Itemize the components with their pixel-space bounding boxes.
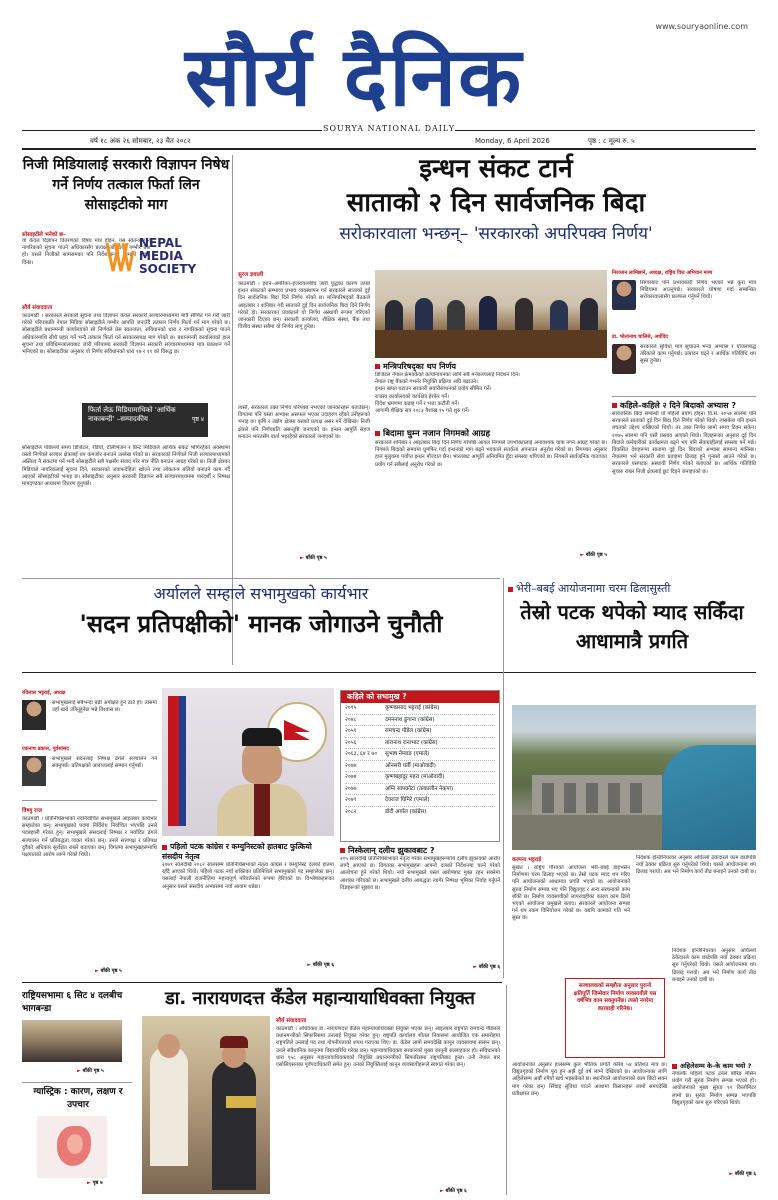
explainer-box <box>612 400 756 568</box>
lead-story-subhead: सरोकारवाला भन्छन्– 'सरकारको अपरिपक्व निर्णय' <box>339 224 653 244</box>
national-assembly-brief <box>22 990 134 1080</box>
speaker-story <box>22 582 500 667</box>
speaker-history-row: २०७९ देवराज घिमिरे (एमाले) <box>345 795 495 807</box>
decision-item: नेपाल राष्ट्र बैंकको गभर्नर नियुक्ति प्रक्रिया अघि बढाउने। <box>375 379 478 386</box>
speaker-history-row: २०५१ रामचन्द्र पौडेल (कांग्रेस) <box>345 726 495 738</box>
section-divider-lower <box>22 982 502 983</box>
speaker-quote-1 <box>22 690 157 745</box>
ag-swearing-photo <box>142 1016 270 1194</box>
speaker-quote-2-text: सभामुखले सदनलाई निष्पक्ष ढंगले सञ्चालन गर्न सक्नुपर्छ। प्रतिपक्षको आवाजलाई सम्मान गर्नुपर्छ। <box>52 756 157 770</box>
ag-story-byline: सौर्य संवाददाता <box>276 1018 307 1024</box>
speaker-quote-1-avatar <box>22 700 46 730</box>
issue-info: वर्ष १८ अंक २६ सोमबार, २३ चैत २०८२ <box>90 137 191 145</box>
issue-date: Monday, 6 April 2026 <box>475 137 550 145</box>
decision-item: आगामी शैक्षिक सत्र २०८३ वैशाख १५ गते शुरु गर्ने। <box>375 408 470 415</box>
bheri-pullquote-text: सञ्चालकको सम्झौता अनुसार पुरानो क्षतिपूर्ति जिम्मेवार निर्माण व्यवसायीले यस वर्षभित्र काम सक्नुपर्नेछ। त्यसो नगरेमा कारबाही गरिनेछ। <box>573 983 657 1012</box>
masthead-top-rule-right <box>455 130 755 131</box>
speaker-history-row: २०७४ कृष्णबहादुर महरा (माओवादी) <box>345 772 495 784</box>
explainer-title[interactable]: कहिले–कहिले २ दिने बिदाको अभ्यास ? <box>612 400 756 411</box>
partisan-section <box>340 846 500 977</box>
speaker-history-row: २०८२ डोटी अर्याल (कांग्रेस) <box>345 808 427 815</box>
cabinet-decisions-title: मन्त्रिपरिषद्का थप निर्णय <box>375 362 607 372</box>
lead-story-body: काठमाडौं । इरान–अमेरिका–इजरायलबीच जारी युद्धका कारण उत्पन्न इन्धन संकटको सम्भाव्य प्रभाव व्यवस्थापन गर्न सरकारले साताको दुई दिन सार्वजनिक बिदा दिने निर्णय गरेको छ। मन्त्रिपरिषद्को बैठकले आइतबार र शनिबार गरी साताको दुई दिन सार्वजनिक बिदा दिने निर्णय गरेको हो। सरकारका प्रवक्ताले यो निर्णय अस्थायी रूपमा गरिएको जानकारी दिएका छन्। सरकारी कार्यालय, शैक्षिक संस्था, बैंक तथा वित्तीय संस्था सबैमा यो निर्णय लागू हुनेछ। <box>238 281 370 331</box>
speaker-quote-1-byline: रविलाल भट्टराई, अध्यक्ष <box>22 690 66 696</box>
health-brief <box>22 1086 134 1191</box>
expert-quote-1 <box>612 270 756 332</box>
expert-2-avatar <box>612 344 636 374</box>
speaker-story-continued[interactable]: ► बाँकी पृष्ठ ५ <box>95 968 122 974</box>
editorial-box-label: फिर्ता लेऊ मिडियामाथिको 'आर्थिक नाकाबन्दी' –सम्पादकीय <box>88 406 176 423</box>
partisan-title[interactable]: निस्केलान् दलीय झुकावबाट ? <box>340 846 500 856</box>
left-story-body: काठमाडौं । सरकारले सरकारी सूचना तथा विज्ञापन केवल सरकारी सञ्चारमाध्यममा मात्रै सीमित गर्ने गरी जारी गरेको परिपत्रप्रति नेपाल मिडिया सोसाइटीले गम्भीर आपत्ति जनाउँदै तत्काल निर्णय फिर्ता गर्न माग गरेको छ। सोसाइटीले प्रधानमन्त्री कार्यालयको सो निर्णयले प्रेस स्वतन्त्रता, सविधानको धारा र नागरिकको सूचना पाउने अधिकारमाथि सीधै प्रहार गर्ने भन्दै तत्काल फिर्ता गर्न सरकारसमक्ष माग गरेको छ। प्रधानमन्त्री कार्यालयको हाल सूचना तथा प्रविधिमन्त्रालयबाट जारी परिपत्रमा सरकारी विज्ञापन सरकारी सञ्चारमाध्यममा मात्र प्रकाशन गर्ने भनिएको छ। सोसाइटीका अनुसार यो निर्णय संविधानको धारा १७ र १९ को विरुद्ध छ। <box>22 313 230 356</box>
decision-item: विदेश भ्रमणमा कडाइ गर्ने र भत्ता कटौती गर्ने। <box>375 400 460 407</box>
first-time-title[interactable]: पहिलो पटक कांग्रेस र कम्युनिस्टको हातबाट फुत्कियो संसदीय नेतृत्व <box>162 842 312 861</box>
expert-2-byline: डा. भोलानाथ चालिसे, अर्थविद <box>612 334 669 340</box>
speaker-history-row: २०५६ तारानाथ रानाभाट (कांग्रेस) <box>345 738 495 750</box>
ag-story-body: काठमाडौं । अधिवक्ता डा. नारायणदत्त कँडेल महान्यायाधिवक्ता नियुक्त भएका छन्। आइतबार राष्ट्रपति रामचन्द्र पौडेलले प्रधानमन्त्रीको सिफारिसमा उनलाई नियुक्त गरेका हुन्। राष्ट्रपति कार्यालय शीतल निवासमा आयोजित एक समारोहमा राष्ट्रपतिले उनलाई पद तथा गोपनीयताको शपथ गराएका थिए। डा. कँडेल लामो समयदेखि कानून व्यवसायमा संलग्न छन्। उनले संवैधानिक कानूनमा विद्यावारिधि गरेका छन्। महान्यायाधिवक्ता सरकारको मुख्य कानूनी सल्लाहकार हो। संविधानको धारा १५८ अनुसार महान्यायाधिवक्ताको नियुक्ति प्रधानमन्त्रीको सिफारिसमा राष्ट्रपतिबाट हुन्छ। उनी नेपाल बार एसोसिएसनका पूर्वपदाधिकारी समेत हुन्। उनको नियुक्तिलाई कानून व्यवसायीहरूले स्वागत गरेका छन्। <box>276 1026 500 1069</box>
first-time-section <box>162 842 334 977</box>
expert-1-avatar <box>612 280 636 310</box>
bheri-story-body: सुर्खेत । राष्ट्रिय गौरवको आयोजना भेरी–बबई डाइभर्सन निर्माणमा चरम ढिलाइ भएको छ। तेस्रो पटक म्याद थप गरिए पनि आयोजनाको आधामात्र प्रगति भएको छ। आयोजनाको सुरुङ निर्माण सम्पन्न भए पनि विद्युतगृह र अन्य संरचनाको काम बाँकी छ। निर्माण व्यवसायीको लापरवाहीका कारण काम ढिलो भएको आयोजना प्रमुखले बताए। सरकारले आयोजना सम्पन्न गर्न थप रकम विनियोजन गरेको छ। यद्यपि कामको गति भने सुस्त छ। <box>512 865 630 922</box>
partisan-continued[interactable]: ► बाँकी पृष्ठ ६ <box>340 964 500 970</box>
bheri-sub-body: नेपालकै पहिलो पटक टनेल बोरिङ मेसिन प्रयोग गरी सुरुङ निर्माण सम्पन्न भएको हो। आयोजनाको मुख्य सुरुङ १२ किलोमिटर लामो छ। सुरुङ निर्माण सम्पन्न भएपछि विद्युतगृहको काम सुरु गरिएको थियो। <box>672 1071 756 1106</box>
speaker-story-byline: विष्णु राज <box>22 808 42 814</box>
lead-story-byline: सुरज ज्ञवाली <box>238 272 264 278</box>
health-headline[interactable]: ग्यास्ट्रिक : कारण, लक्षण र उपचार <box>33 1087 123 1110</box>
bheri-right-column: निर्देशक इन्जिनियरका अनुसार अघिल्लो ठेकेदारले काम छाडेपछि नयाँ ठेक्का प्रक्रिया सुरु गर्नुपरेको थियो। यसले आयोजनामा थप ढिलाइ गरायो। अब भने निर्माण कार्य तीव्र बनाइने उनको दाबी छ। <box>672 948 756 983</box>
speaker-quote-2 <box>22 746 157 801</box>
masthead-top-rule <box>22 130 322 131</box>
first-time-continued[interactable]: ► बाँकी पृष्ठ ६ <box>162 962 334 968</box>
speaker-photo <box>162 688 334 836</box>
speaker-quote-divider <box>22 800 157 801</box>
speaker-story-headline[interactable]: 'सदन प्रतिपक्षीको' मानक जोगाउने चुनौती <box>79 610 443 638</box>
holiday-travel-body: सरकारले शनिबार र आइतबार बिदा दिने निर्णय गरेपछि आयल निगमले उपभोक्तालाई अनावश्यक यात्रा नगर्न आग्रह गरेको छ। निगमले बिदाको समयमा घुमफिर गर्दा इन्धनको माग बढ्ने भएकाले सतर्कता अपनाउन अनुरोध गरेको छ। निगमका अनुसार हाल मुलुकमा पर्याप्त इन्धन मौज्दात छैन। भारतबाट आपूर्ति अनियमित हुँदा समस्या थपिएको छ। निगमले सार्वजनिक यातायात प्रयोग गर्न सबैलाई अनुरोध गरेको छ। <box>375 440 607 468</box>
ag-story-continued[interactable]: ► बाँकी पृष्ठ ६ <box>440 1188 467 1194</box>
speaker-story-top-rule <box>22 578 500 579</box>
speaker-quote-2-byline: एकनाथ ढकाल, पूर्वसांसद <box>22 746 69 752</box>
bheri-story-body-3: निर्देशक इन्जिनियरका अनुसार अघिल्लो ठेकेदारले काम छाडेपछि नयाँ ठेक्का प्रक्रिया सुरु गर्नुपरेको थियो। यसले आयोजनामा थप ढिलाइ गरायो। अब भने निर्माण कार्य तीव्र बनाइने उनको दाबी छ। <box>636 855 756 876</box>
issue-pages-price: पृष्ठ : ८ मूल्य रु. ५ <box>588 137 635 145</box>
masthead <box>0 0 778 150</box>
speaker-quote-2-avatar <box>22 756 46 786</box>
bheri-sub-section <box>672 1062 756 1192</box>
speaker-history-row: २०७७ अग्नि सापकोटा (तत्कालीन नेकपा) <box>345 784 495 796</box>
decision-item: राजस्व कार्यालयको कार्यक्षेत्र हेरफेर गर्ने। <box>375 393 450 400</box>
speaker-story-kicker: अर्यालले सम्हाले सभामुखको कार्यभार <box>153 584 369 603</box>
bheri-sub-title[interactable]: अहिलेसम्म के–के काम भयो ? <box>672 1062 756 1071</box>
speaker-history-row: २०१५ कृष्णप्रसाद भट्टराई (कांग्रेस) <box>345 703 495 715</box>
left-story-kicker-label: सोसाइटीले भनेको छ– <box>22 232 66 238</box>
holiday-travel-title[interactable]: बिदामा घुम्न नजान निगमको आग्रह <box>375 428 607 440</box>
bheri-pullquote <box>565 978 665 1058</box>
left-story-kicker-text: यो केवल विज्ञापन वितरणको विषय मात्र होइन, यस स्वतन्त्रता र नागरिकको सूचना पाउने अधिकारसँग प्रत्यक्ष जोडिएको गम्भीर प्रश्न हो। यसले निजीको सामसमका पनि निर्देशहरूको सामको केवल दिन्छ। <box>22 238 150 266</box>
holiday-travel-continued[interactable]: ► बाँकी पृष्ठ ५ <box>375 552 607 558</box>
bheri-story-kicker: भेरी–बबई आयोजनामा चरम ढिलासुस्ती <box>508 580 756 598</box>
speaker-story-body: काठमाडौं । प्रतिनिधिसभाको नवनिर्वाचित सभामुखले आइतबार कार्यभार सम्हालेका छन्। सभामुखको पदमा निर्विरोध निर्वाचित भएपछि उनले पदबहाली गरेका हुन्। सभामुखले संसदलाई निष्पक्ष र मर्यादित ढंगले सञ्चालन गर्ने प्रतिबद्धता व्यक्त गरेका छन्। उनले सत्तापक्ष र प्रतिपक्ष दुवैको अधिकार सुरक्षित राख्ने बताएका छन्। विगतमा सभामुखहरूमाथि पक्षपातको आरोप लाग्ने गरेको थियो। <box>22 816 157 859</box>
bheri-story-body-2: आयोजनाका अनुसार हालसम्म कुल भौतिक प्रगति करिब ५४ प्रतिशत मात्र छ। विद्युतगृहको निर्माण पूरा हुन अझै दुई वर्ष लाग्ने देखिएको छ। आयोजनाका लागि अहिलेसम्म अर्बौं रुपैयाँ खर्च भइसकेको छ। स्थानीयले आयोजनाको काम छिटो सक्न माग गरेका छन्। सिँचाइ सुविधा पाउने आशामा किसानहरू लामो समयदेखि प्रतीक्षारत छन्। <box>512 1062 667 1097</box>
national-assembly-photo <box>22 1020 122 1062</box>
expert-quote-2 <box>612 334 756 396</box>
lead-story-headline-line-1[interactable]: इन्धन संकट टार्न <box>419 154 573 184</box>
left-story-headline[interactable]: निजी मिडियालाई सरकारी विज्ञापन निषेध गर्ने निर्णय तत्काल फिर्ता लिन सोसाइटीको माग <box>22 157 230 213</box>
cabinet-decisions-list <box>375 372 607 422</box>
nepal-media-society-logo <box>105 237 230 287</box>
speaker-history-row: २०४८ दमननाथ ढुंगाना (कांग्रेस) <box>345 715 495 727</box>
national-assembly-headline[interactable]: राष्ट्रियसभामा ६ सिट ४ दलबीच भागबन्डा <box>22 991 123 1014</box>
briefs-divider <box>22 1082 132 1083</box>
expert-1-quote: सिगारबाट पनि प्रभावकारी निर्णय भएको भन्ने कुरा मात्र मिडियामा आउनुपर्छ। सरकारले घोषणा गर्दा सम्बन्धित सरोकारवालासँग छलफल गर्नुपर्ने थियो। <box>640 280 756 301</box>
lead-story-headline-line-2[interactable]: साताको २ दिन सार्वजनिक बिदा <box>346 188 646 218</box>
editorial-box-page: पृष्ठ ४ <box>192 416 204 423</box>
cabinet-meeting-photo <box>375 270 607 358</box>
holiday-travel-section <box>375 428 607 568</box>
nms-logo-icon <box>105 239 135 275</box>
bheri-story <box>508 580 756 690</box>
lead-story-continued[interactable]: ► बाँकी पृष्ठ ५ <box>300 555 327 561</box>
nms-logo-text: NEPAL MEDIA SOCIETY <box>139 236 197 276</box>
health-continued[interactable]: ► पृष्ठ ७ <box>87 1180 103 1186</box>
speaker-history-box <box>340 690 500 842</box>
first-time-body: २०७९ सालदेखि २०८२ सालसम्म प्रतिनिधिसभाको नेतृत्व कांग्रेस र कम्युनिस्ट दलको हातमा रहँदै आएको थियो। पहिलो पटक नयाँ शक्तिका प्रतिनिधिले सभामुखको पद सम्हालेका छन्। यसलाई नेपाली राजनीतिमा महत्त्वपूर्ण परिवर्तनको रूपमा हेरिएको छ। विश्लेषकहरूका अनुसार यसले संसदीय अभ्यासमा नयाँ आयाम थप्नेछ। <box>162 862 334 890</box>
explainer-body: सार्वजनिक बिदा सम्बन्धी यो पहिलो प्रयोग होइन। वि.सं. २०५७ सालमा पनि सरकारले साताको दुई दिन बिदा दिने निर्णय गरेको थियो। त्यसबेला पनि इन्धन बचतको उद्देश्य राखिएको थियो। तर उक्त निर्णय लामो समय टिक्न सकेन। २०७५ सालमा पनि यस्तै प्रस्ताव आएको थियो। विज्ञहरूका अनुसार दुई दिन बिदाले कर्मचारीको कार्यक्षमता बढ्ने भए पनि सेवाग्राहीलाई समस्या पर्ने गर्छ। विकसित देशहरूमा सातामा दुई दिन बिदाको अभ्यास सामान्य मानिन्छ। नेपालमा भने सरकारी सेवा प्रवाहमा ढिलाइ हुने गुनासो आउने गरेको छ। सरकारले यसपटक अस्थायी निर्णय गरेको बताएको छ। आर्थिक गतिविधि सुचारु राख्न निजी क्षेत्रलाई छुट दिइने जनाइएको छ। <box>612 411 756 475</box>
editorial-box[interactable] <box>82 403 208 437</box>
decision-item: डिजिटल नेपाल फ्रेमवर्कको कार्यान्वयनका लागि सबै मन्त्रालयलाई निर्देशन दिने। <box>375 372 520 378</box>
expert-1-byline: निरञ्जन लामिछाने, अध्यक्ष, राष्ट्रिय वित्त अभियान मञ्च <box>612 270 713 276</box>
column-divider-lower <box>506 985 507 1195</box>
bheri-project-photo <box>512 705 756 850</box>
expert-2-quote: सरकारले सुविधा मात्र सुचाउने भन्दा अभ्यास र योजनाबद्ध तरिकाले काम गर्नुपर्छ। उत्पादन घट्ने र आर्थिक गतिविधि थप सुस्त हुनेछ। <box>640 344 756 365</box>
speaker-quote-1-text: सभामुखलाई सबैभन्दा बढी अपेक्षित हुने ठाउँ हो। त्यसमा उहाँ खरो उत्रिनुहुनेछ भन्ने विश्वास छ। <box>52 700 157 714</box>
masthead-url[interactable]: www.souryaonline.com <box>655 22 748 31</box>
lead-story-body-2: त्यस्तै, सरकारले उक्त निर्णय परिपक्व नभएको जानकारहरू बताउँछन्। विगतमा पनि यस्ता अभ्यास असफल भएका उदाहरण रहेको उनीहरूको भनाइ छ। कृषि र उद्योग क्षेत्रमा यसको प्रत्यक्ष असर पर्ने देखिन्छ। निजी क्षेत्रले पनि निर्णयप्रति असन्तुष्टि जनाएको छ। इन्धन आपूर्ति सहज बनाउन भारतसँग वार्ता भइरहेको सरकारले जनाएको छ। <box>238 405 370 440</box>
decision-item: इन्धन खपत घटाउन सरकारी सवारीसाधनको प्रयोग सीमित गर्ने। <box>375 386 492 393</box>
left-story-body-2: सोसाइटीले पछिल्लो समय डिजिटल, रेडियो, टेलिभिजन र प्रिन्ट मिडियाले आर्थिक संकट भोगिरहेको अवस्थामा यस्तो निर्णयले सञ्चार क्षेत्रलाई थप कमजोर बनाउने उल्लेख गरेको छ। सरकारको निर्णयले निजी सञ्चारमाध्यमको अस्तित्व नै संकटमा पर्ने भन्दै सोसाइटीले सबै पक्षसँग संवाद गरेर मात्र नीति बनाउन आग्रह गरेको छ। निजी क्षेत्रका मिडियाले नागरिकलाई सूचना दिने, सरकारको जवाफदेहिता खोज्ने तथा लोकतन्त्र बलियो बनाउने काम गर्दै आएको सोसाइटीको भनाइ छ। सोसाइटीका अनुसार सरकारी विज्ञापन सबै सञ्चारमाध्यममा पारदर्शी र निष्पक्ष मापदण्डका आधारमा वितरण हुनुपर्छ। <box>22 445 230 488</box>
speaker-history-row: २०६३, ६४ र ७० सुभाष नेम्वाङ (एमाले) <box>345 749 495 761</box>
ag-story-headline[interactable]: डा. नारायणदत्त कँडेल महान्यायाधिवक्ता नियुक्त <box>165 988 475 1009</box>
left-story-byline: सौर्य संवाददाता <box>22 305 53 311</box>
masthead-english-name: SOURYA NATIONAL DAILY <box>323 124 455 133</box>
speaker-history-title: कहिले को सभामुख ? <box>341 691 499 703</box>
expert-divider <box>612 396 756 397</box>
masthead-bottom-rule <box>22 148 756 150</box>
health-illustration <box>37 1116 107 1178</box>
speaker-history-row: २०७४ ओनसरी घर्ती (माओवादी) <box>345 761 495 773</box>
masthead-title: सौर्य दैनिक <box>185 30 524 125</box>
national-assembly-continued[interactable]: ► बाँकी पृष्ठ ५ <box>77 1068 104 1074</box>
column-divider-middle <box>503 578 504 978</box>
bheri-story-byline: कल्पना भट्टराई <box>512 857 542 863</box>
cabinet-decisions <box>375 362 607 422</box>
bheri-story-continued[interactable]: ► बाँकी पृष्ठ ६ <box>672 1171 756 1177</box>
bheri-story-headline[interactable]: तेस्रो पटक थपेको म्याद सकिँदा आधामात्रै प्रगति <box>520 600 744 653</box>
partisan-body: २०५ सालदेखि प्रतिनिधिसभाको नेतृत्व गरेका सभामुखहरूमाथि दलीय झुकावको आरोप लाग्दै आएको छ। विगतका सभामुखहरू आफ्नो दलको निर्देशनमा चल्ने गरेको आलोचना हुने गरेको थियो। नयाँ सभामुखले यस्ता आरोपबाट मुक्त रहन सक्नेमा आशंका गरिएको छ। सभामुखले दलीय आबद्धता त्यागेर निष्पक्ष भूमिका निर्वाह गर्नुपर्ने विज्ञहरूको सुझाव छ। <box>340 856 500 891</box>
